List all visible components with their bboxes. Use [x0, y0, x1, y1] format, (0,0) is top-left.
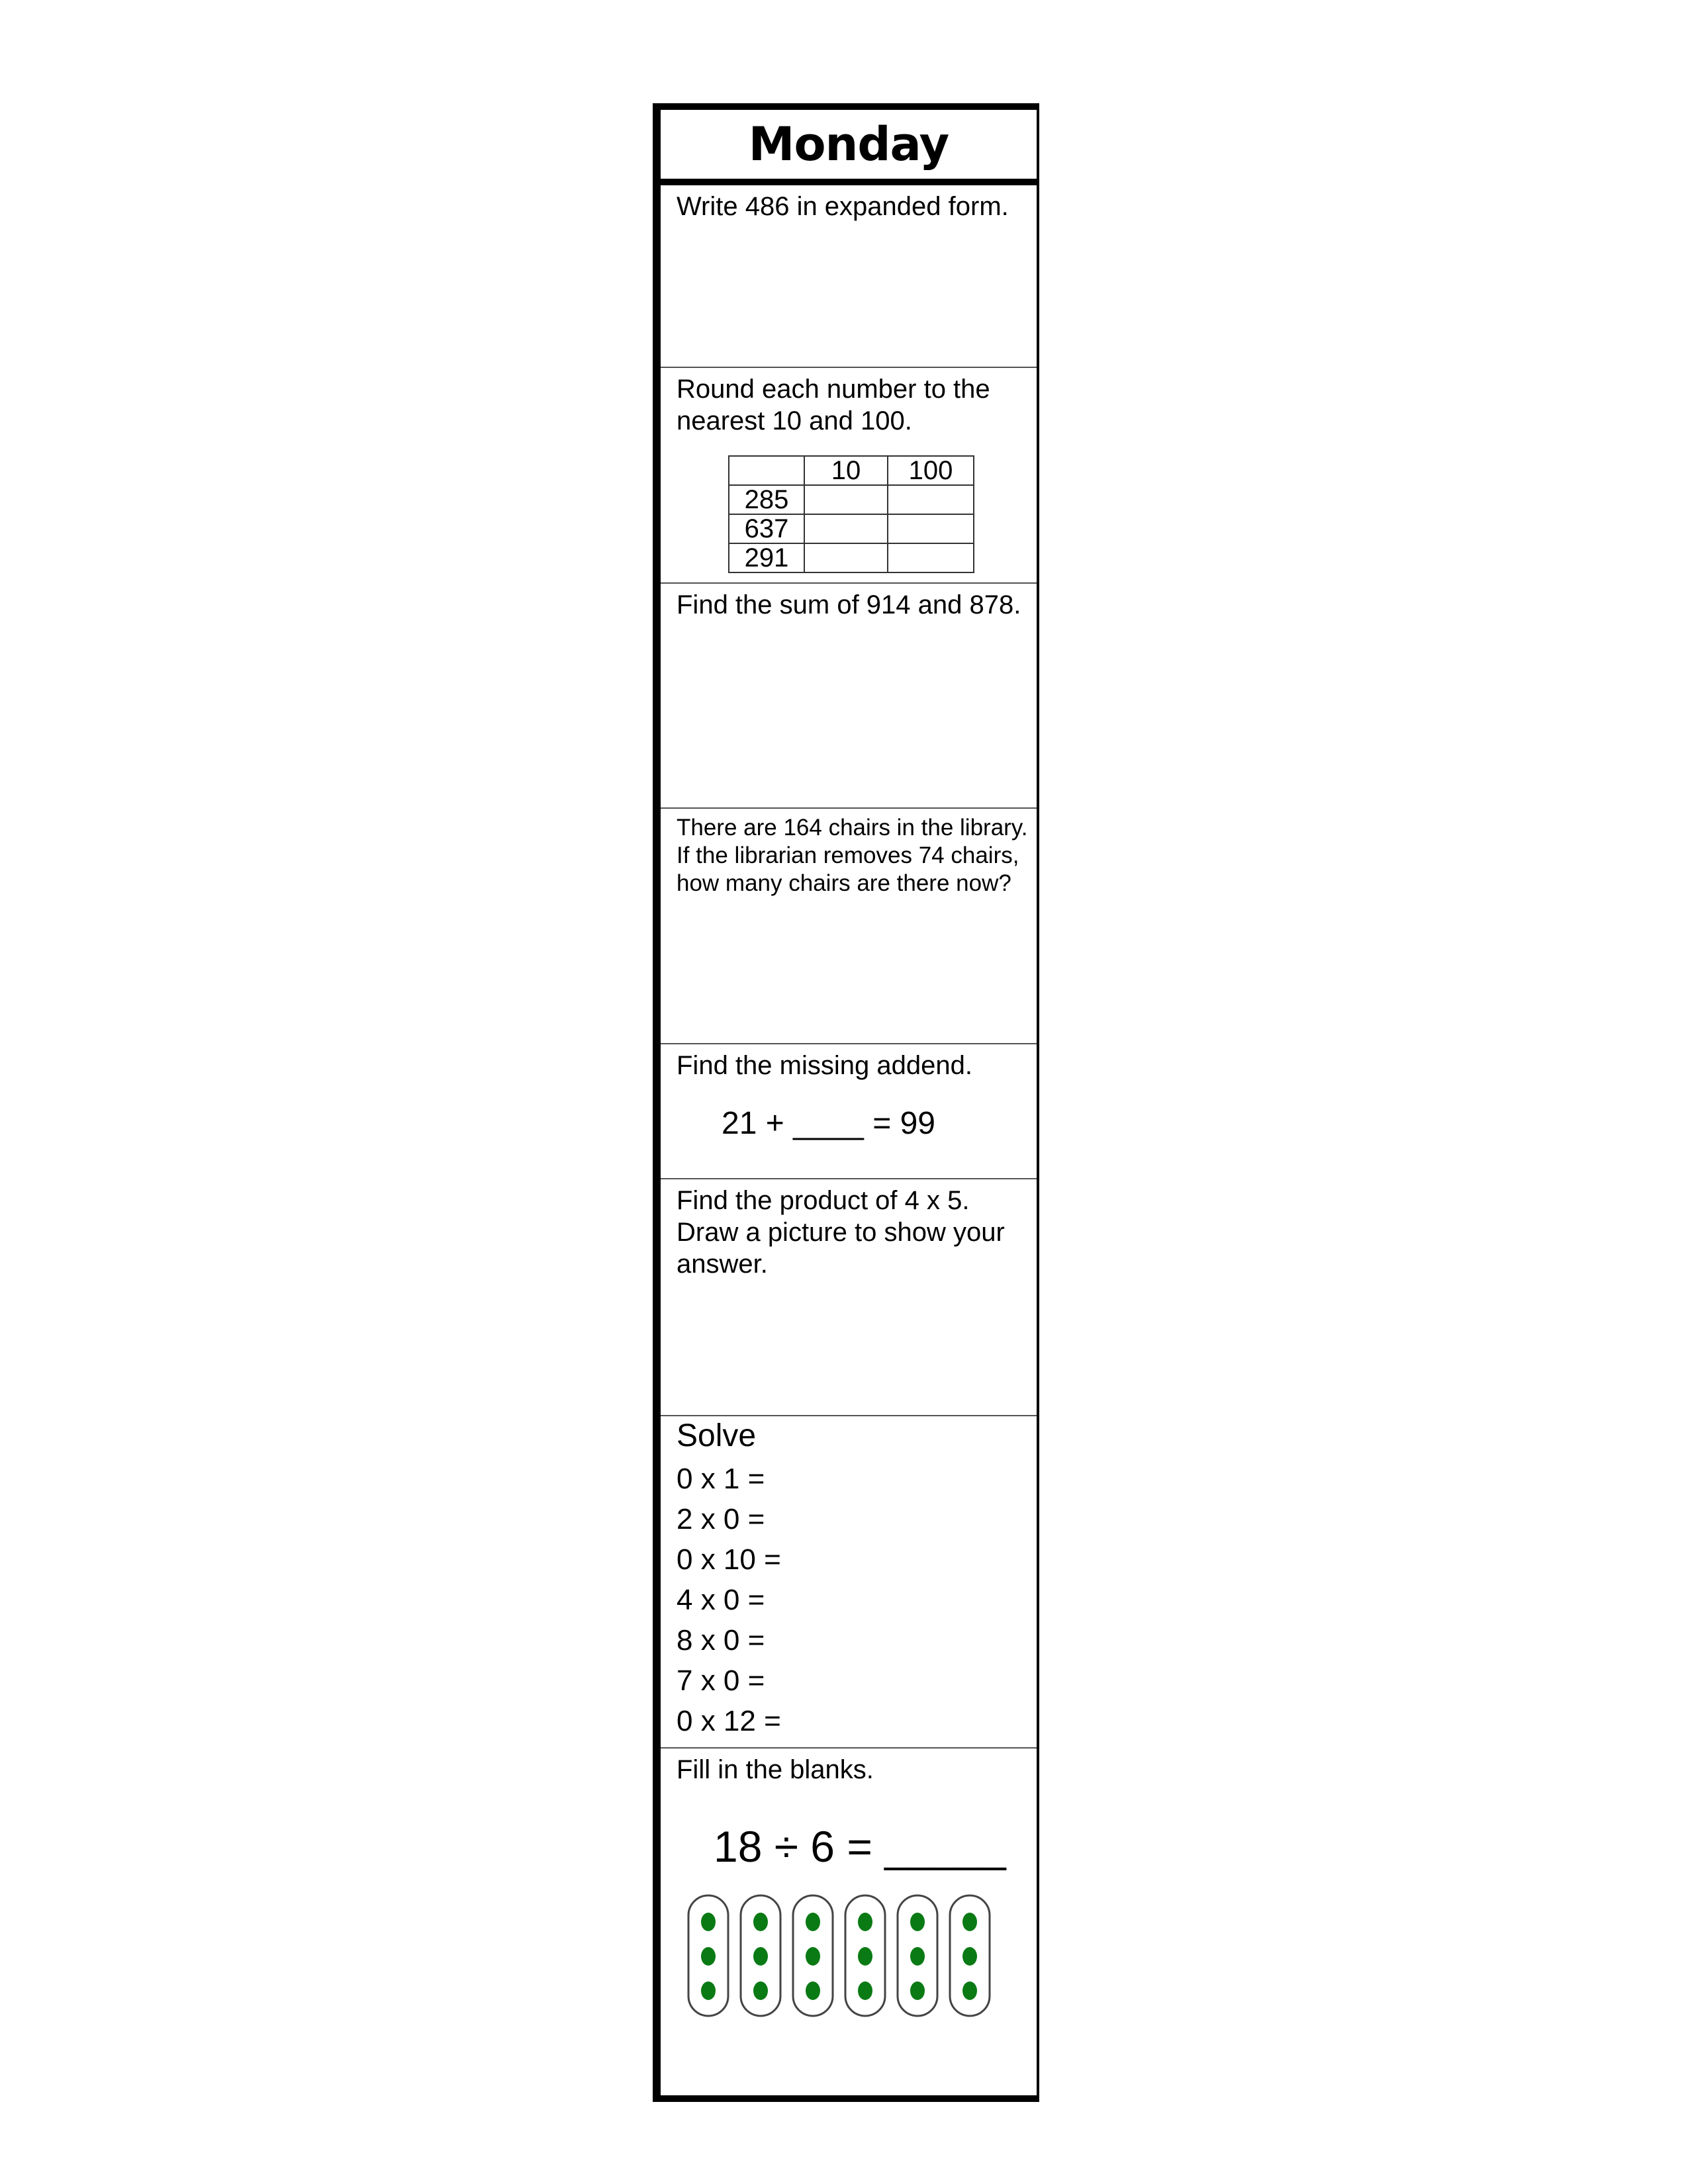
- question-text: Fill in the blanks.: [677, 1755, 874, 1784]
- table-header: 100: [888, 456, 974, 485]
- green-dot: [806, 1947, 820, 1966]
- answer-cell[interactable]: [804, 543, 888, 572]
- green-dot: [858, 1913, 872, 1931]
- green-dot: [701, 1981, 716, 2000]
- list-item: 8 x 0 =: [677, 1624, 765, 1657]
- question-fill-blanks: [661, 1749, 1037, 2095]
- green-dot: [962, 1947, 977, 1966]
- dot-group: [845, 1895, 885, 2016]
- dot-group: [793, 1895, 833, 2016]
- table-header: 10: [804, 456, 888, 485]
- green-dot: [806, 1913, 820, 1931]
- question-expanded-form: [661, 185, 1037, 368]
- green-dot: [962, 1913, 977, 1931]
- table-cell: [729, 456, 804, 485]
- list-item: 0 x 1 =: [677, 1463, 765, 1495]
- table-row: [729, 485, 974, 514]
- question-sum: [661, 584, 1037, 809]
- question-text: Find the missing addend.: [677, 1051, 972, 1080]
- dot-group: [950, 1895, 990, 2016]
- question-text: Write 486 in expanded form.: [677, 192, 1009, 221]
- table-row: [729, 543, 974, 572]
- question-rounding: [661, 368, 1037, 584]
- table-cell: 285: [729, 485, 804, 514]
- green-dot: [753, 1913, 768, 1931]
- dot-group: [688, 1895, 728, 2016]
- question-missing-addend: [661, 1044, 1037, 1179]
- solve-title: Solve: [677, 1418, 757, 1453]
- green-dot: [701, 1913, 716, 1931]
- question-product: [661, 1179, 1037, 1416]
- dot-group: [741, 1895, 780, 2016]
- solve-list: [677, 1459, 781, 1741]
- list-item: 0 x 12 =: [677, 1705, 781, 1737]
- green-dot: [701, 1947, 716, 1966]
- green-dot: [806, 1981, 820, 2000]
- green-dot: [910, 1913, 925, 1931]
- answer-cell[interactable]: [888, 514, 974, 543]
- green-dot: [910, 1981, 925, 2000]
- day-title: Monday: [661, 110, 1037, 185]
- question-text: Find the product of 4 x 5. Draw a picture to show your answer.: [677, 1186, 1005, 1279]
- worksheet-strip: [653, 103, 1039, 2102]
- answer-cell[interactable]: [804, 514, 888, 543]
- answer-cell[interactable]: [804, 485, 888, 514]
- green-dot: [753, 1981, 768, 2000]
- question-text: There are 164 chairs in the library. If the librarian removes 74 chairs, how many chairs are there now?: [677, 815, 1028, 896]
- addend-equation: 21 + ____ = 99: [722, 1106, 935, 1141]
- green-dot: [858, 1981, 872, 2000]
- division-equation: 18 ÷ 6 = _____: [714, 1822, 1006, 1871]
- table-cell: 637: [729, 514, 804, 543]
- list-item: 4 x 0 =: [677, 1584, 765, 1616]
- green-dot: [962, 1981, 977, 2000]
- question-solve: [661, 1416, 1037, 1749]
- question-text: Find the sum of 914 and 878.: [677, 590, 1021, 619]
- equal-groups-picture: [687, 1893, 1005, 2025]
- list-item: 2 x 0 =: [677, 1503, 765, 1535]
- answer-cell[interactable]: [888, 485, 974, 514]
- dot-group: [898, 1895, 937, 2016]
- green-dot: [858, 1947, 872, 1966]
- table-header-row: [729, 456, 974, 485]
- question-word-problem: [661, 809, 1037, 1044]
- green-dot: [910, 1947, 925, 1966]
- list-item: 0 x 10 =: [677, 1543, 781, 1576]
- question-text: Round each number to the nearest 10 and 100.: [677, 375, 990, 435]
- table-cell: 291: [729, 543, 804, 572]
- list-item: 7 x 0 =: [677, 1664, 765, 1697]
- table-row: [729, 514, 974, 543]
- rounding-table: [728, 455, 974, 573]
- answer-cell[interactable]: [888, 543, 974, 572]
- green-dot: [753, 1947, 768, 1966]
